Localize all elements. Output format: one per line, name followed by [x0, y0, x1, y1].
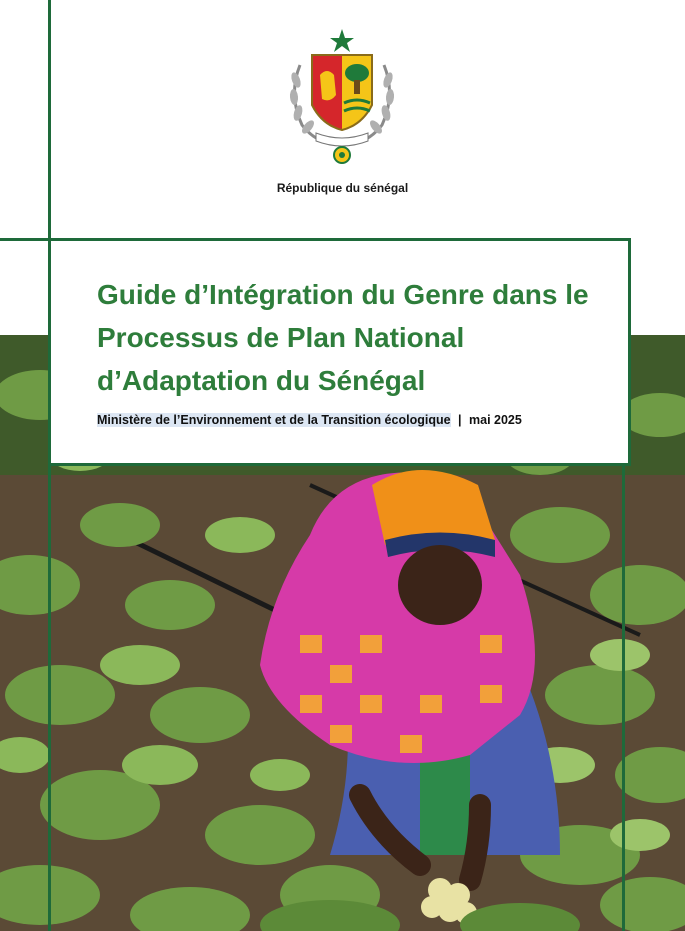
horizontal-border-line: [0, 238, 51, 241]
publication-date: mai 2025: [469, 413, 522, 427]
left-border-line-lower: [48, 460, 51, 931]
separator: |: [458, 413, 462, 427]
ministry-name: Ministère de l’Environnement et de la Transition écologique: [97, 413, 451, 427]
left-border-line: [48, 0, 51, 240]
right-border-line: [622, 460, 625, 931]
title-frame: [48, 238, 631, 466]
senegal-coat-of-arms: [282, 25, 402, 167]
document-title: Guide d’Intégration du Genre dans le Processus de Plan National d’Adaptation du Sénégal: [97, 279, 589, 396]
publisher-line: [97, 413, 522, 427]
country-name: République du sénégal: [276, 181, 409, 195]
